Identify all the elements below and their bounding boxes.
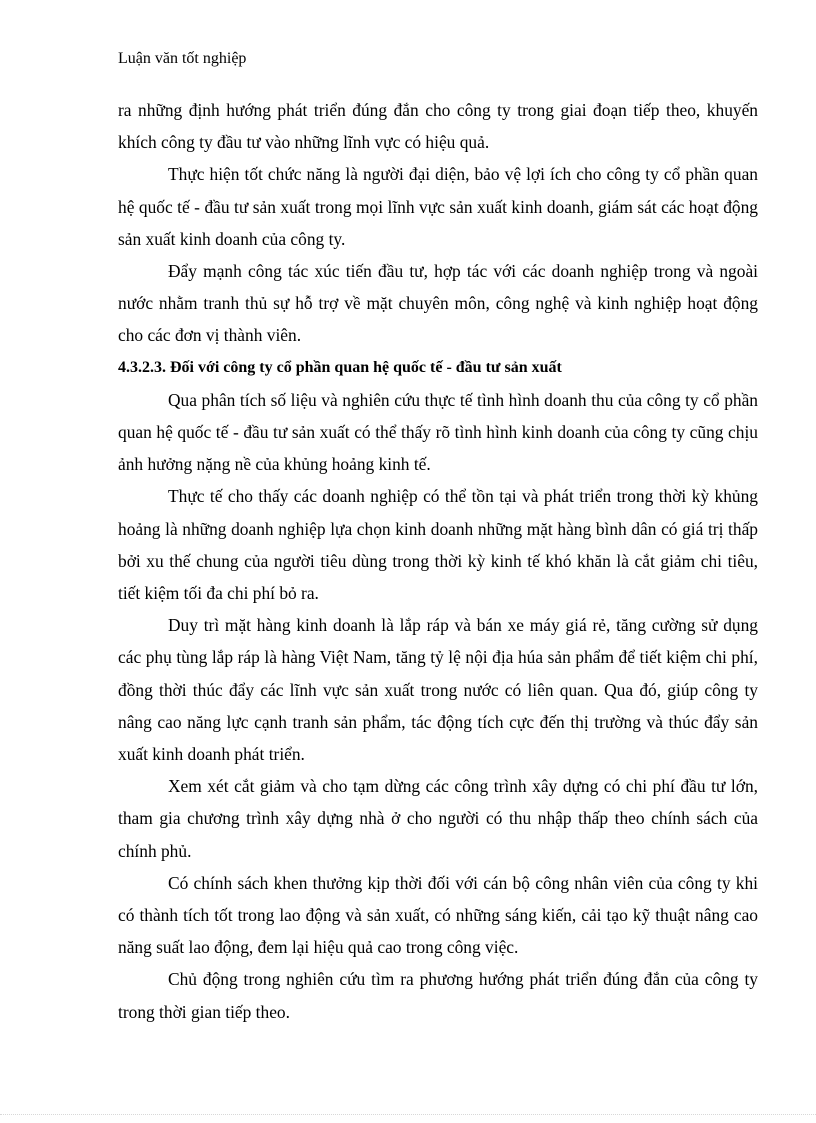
document-body: [118, 94, 758, 1028]
page-header: Luận văn tốt nghiệp: [118, 50, 247, 67]
paragraph: Thực hiện tốt chức năng là người đại diện, bảo vệ lợi ích cho công ty cổ phần quan hệ quốc tế - đầu tư sản xuất trong mọi lĩnh vực sản xuất kinh doanh, giám sát các hoạt động sản xuất kinh doanh của công ty.: [118, 164, 758, 249]
paragraph: Đẩy mạnh công tác xúc tiến đầu tư, hợp tác với các doanh nghiệp trong và ngoài nước nhằm tranh thủ sự hỗ trợ về mặt chuyên môn, công nghệ và kinh nghiệp hoạt động cho các đơn vị thành viên.: [118, 261, 758, 346]
section-heading: 4.3.2.3. Đối với công ty cổ phần quan hệ quốc tế - đầu tư sản xuất: [118, 358, 562, 376]
paragraph: Có chính sách khen thưởng kịp thời đối với cán bộ công nhân viên của công ty khi có thành tích tốt trong lao động và sản xuất, có những sáng kiến, cải tạo kỹ thuật nâng cao năng suất lao động, đem lại hiệu quả cao trong công việc.: [118, 872, 758, 958]
paragraph: Duy trì mặt hàng kinh doanh là lắp ráp và bán xe máy giá rẻ, tăng cường sử dụng các phụ tùng lắp ráp là hàng Việt Nam, tăng tỷ lệ nội địa húa sản phẩm để tiết kiệm chi phí, đồng thời thúc đẩy các lĩnh vực sản xuất trong nước có liên quan. Qua đó, giúp công ty nâng cao năng lực cạnh tranh sản phẩm, tác động tích cực đến thị trường và thúc đẩy sản xuất kinh doanh phát triển.: [118, 615, 758, 765]
paragraph: ra những định hướng phát triển đúng đắn cho công ty trong giai đoạn tiếp theo, khuyến khích công ty đầu tư vào những lĩnh vực có hiệu quả.: [118, 100, 758, 153]
paragraph: Thực tế cho thấy các doanh nghiệp có thể tồn tại và phát triển trong thời kỳ khủng hoảng là những doanh nghiệp lựa chọn kinh doanh những mặt hàng bình dân có giá trị thấp bởi xu thế chung của người tiêu dùng trong thời kỳ kinh tế khó khăn là cắt giảm chi tiêu, tiết kiệm tối đa chi phí bỏ ra.: [118, 486, 758, 604]
paragraph: Xem xét cắt giảm và cho tạm dừng các công trình xây dựng có chi phí đầu tư lớn, tham gia chương trình xây dựng nhà ở cho người có thu nhập thấp theo chính sách của chính phủ.: [118, 776, 758, 861]
paragraph: Qua phân tích số liệu và nghiên cứu thực tế tình hình doanh thu của công ty cổ phần quan hệ quốc tế - đầu tư sản xuất có thể thấy rõ tình hình kinh doanh của công ty cũng chịu ảnh hưởng nặng nề của khủng hoảng kinh tế.: [118, 389, 758, 475]
page-bottom-divider: [0, 1114, 816, 1115]
paragraph: Chủ động trong nghiên cứu tìm ra phương hướng phát triển đúng đắn của công ty trong thời gian tiếp theo.: [118, 969, 758, 1022]
